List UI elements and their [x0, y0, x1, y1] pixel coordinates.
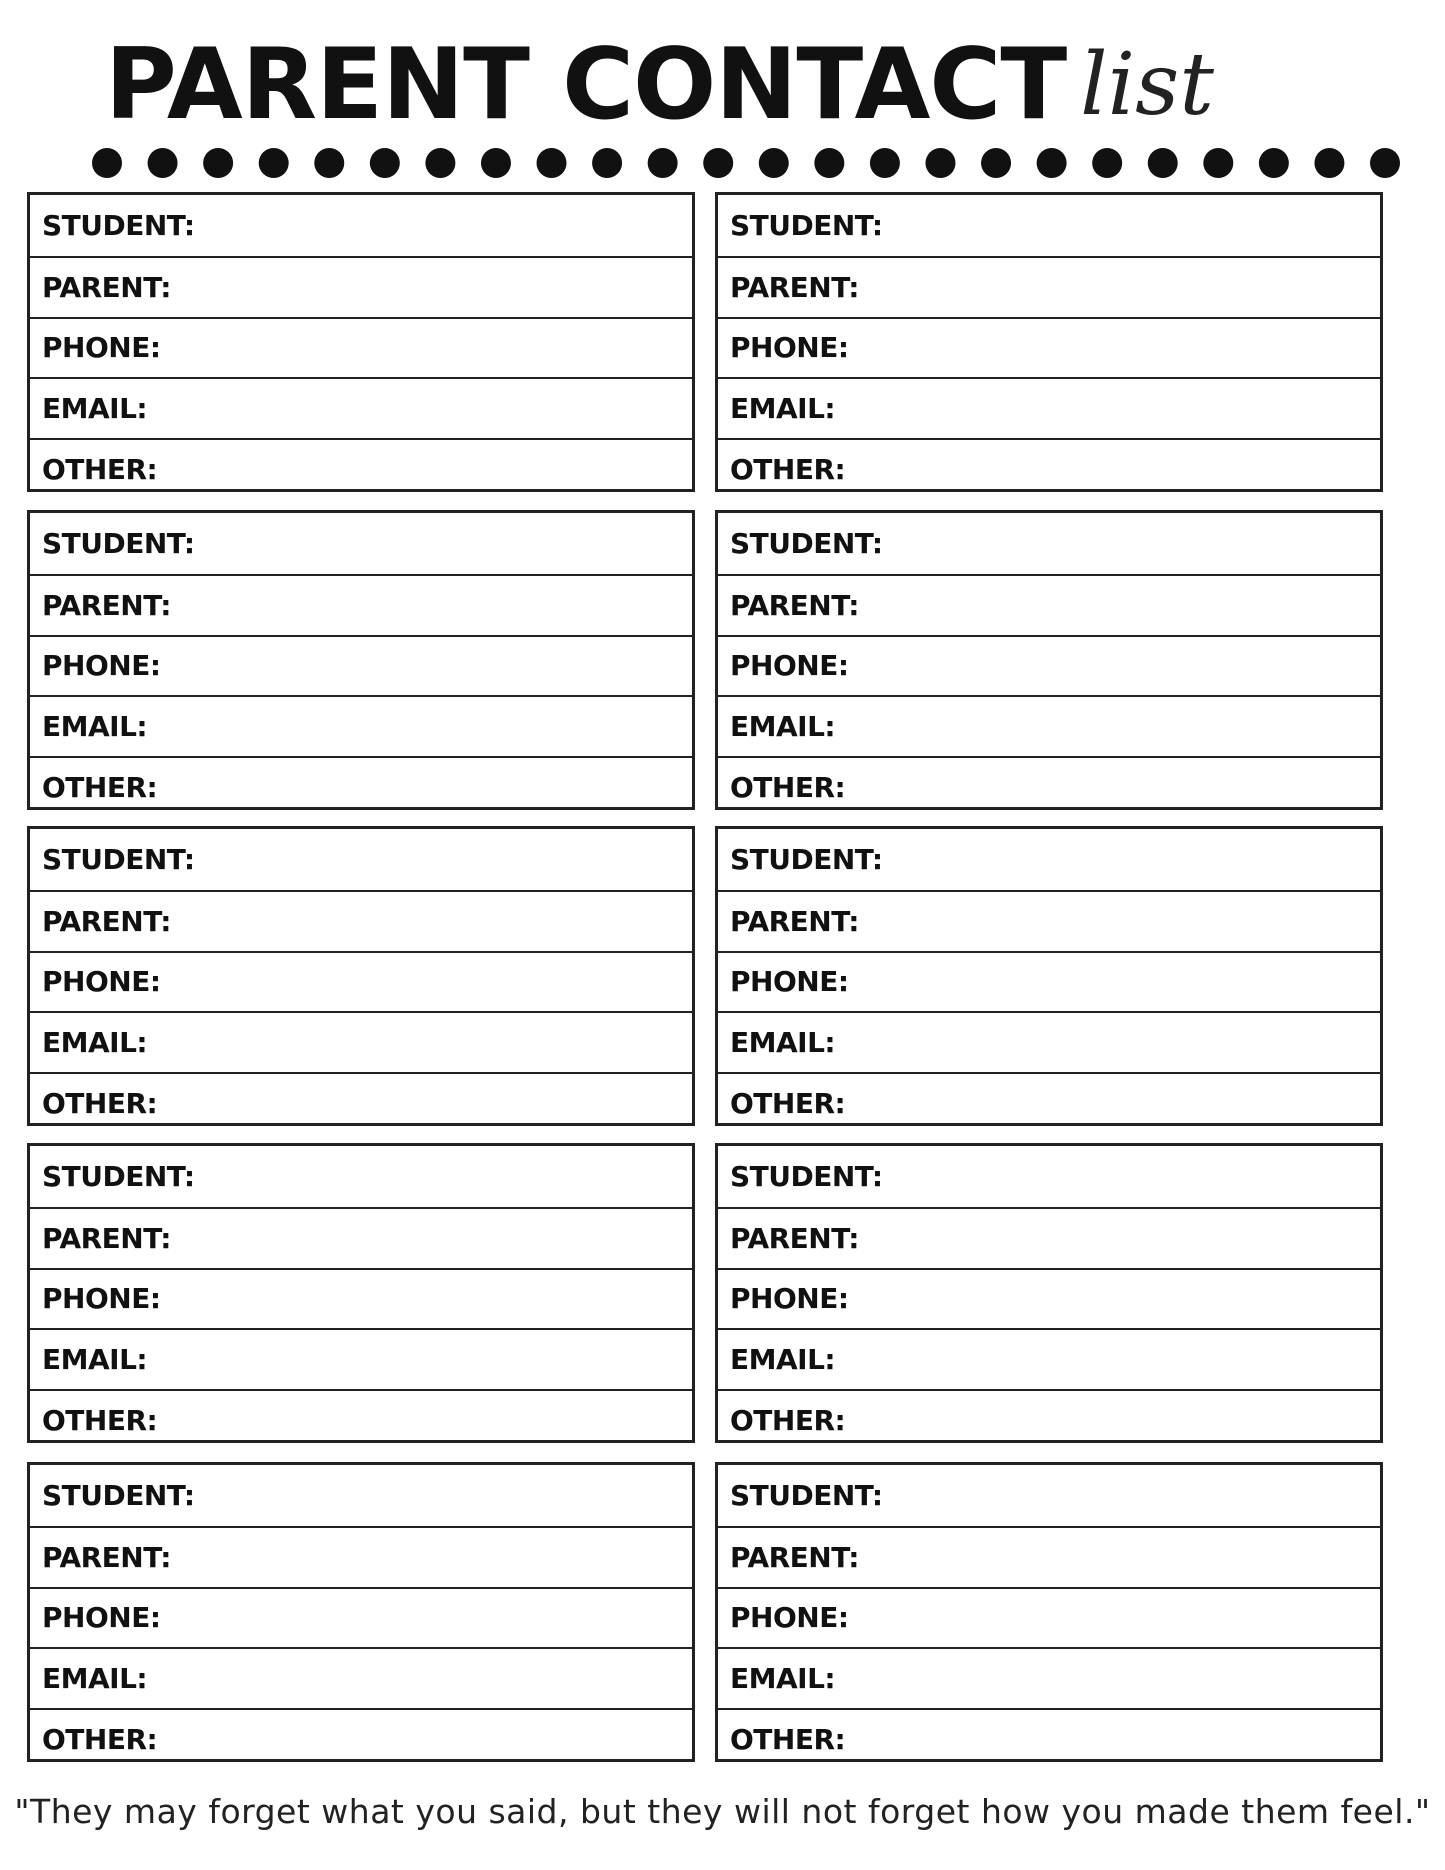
phone-field[interactable]: [30, 635, 692, 696]
field-label: EMAIL:: [730, 1026, 836, 1060]
field-label: PARENT:: [42, 904, 172, 938]
contact-card: [27, 510, 695, 810]
contact-card: [27, 826, 695, 1126]
field-label: PHONE:: [730, 965, 849, 999]
other-field[interactable]: [718, 1072, 1380, 1133]
parent-field[interactable]: [718, 890, 1380, 951]
divider-dot: [92, 148, 122, 178]
field-label: PARENT:: [42, 588, 172, 622]
divider-dot: [925, 148, 955, 178]
field-label: EMAIL:: [42, 1026, 148, 1060]
email-field[interactable]: [30, 1011, 692, 1072]
field-label: PARENT:: [42, 1540, 172, 1574]
contact-card: [715, 192, 1383, 492]
contact-card: [715, 1143, 1383, 1443]
phone-field[interactable]: [718, 1587, 1380, 1648]
field-label: OTHER:: [730, 1723, 846, 1757]
parent-field[interactable]: [30, 574, 692, 635]
field-label: STUDENT:: [42, 842, 195, 876]
dot-divider: [92, 146, 1400, 180]
other-field[interactable]: [30, 1389, 692, 1450]
field-label: PHONE:: [730, 649, 849, 683]
field-label: OTHER:: [42, 1723, 158, 1757]
divider-dot: [1370, 148, 1400, 178]
field-label: STUDENT:: [42, 1478, 195, 1512]
contact-card: [715, 1462, 1383, 1762]
email-field[interactable]: [30, 1647, 692, 1708]
divider-dot: [759, 148, 789, 178]
divider-dot: [481, 148, 511, 178]
contact-card: [27, 192, 695, 492]
field-label: OTHER:: [730, 771, 846, 805]
divider-dot: [1148, 148, 1178, 178]
field-label: PHONE:: [730, 1282, 849, 1316]
field-label: STUDENT:: [42, 526, 195, 560]
field-label: PHONE:: [42, 965, 161, 999]
student-field[interactable]: [718, 1465, 1380, 1526]
divider-dot: [537, 148, 567, 178]
field-label: EMAIL:: [730, 1662, 836, 1696]
field-label: PARENT:: [730, 904, 860, 938]
other-field[interactable]: [718, 1389, 1380, 1450]
student-field[interactable]: [30, 195, 692, 256]
divider-dot: [259, 148, 289, 178]
divider-dot: [203, 148, 233, 178]
field-label: OTHER:: [730, 1404, 846, 1438]
divider-dot: [592, 148, 622, 178]
field-label: EMAIL:: [730, 710, 836, 744]
footer-quote: "They may forget what you said, but they will not forget how you made them feel.": [14, 1792, 1431, 1831]
parent-field[interactable]: [30, 256, 692, 317]
student-field[interactable]: [30, 1146, 692, 1207]
field-label: PHONE:: [42, 649, 161, 683]
field-label: STUDENT:: [42, 208, 195, 242]
phone-field[interactable]: [718, 317, 1380, 378]
phone-field[interactable]: [30, 951, 692, 1012]
field-label: PARENT:: [730, 1221, 860, 1255]
phone-field[interactable]: [718, 635, 1380, 696]
field-label: OTHER:: [42, 453, 158, 487]
divider-dot: [870, 148, 900, 178]
phone-field[interactable]: [30, 317, 692, 378]
email-field[interactable]: [30, 695, 692, 756]
email-field[interactable]: [718, 377, 1380, 438]
divider-dot: [425, 148, 455, 178]
field-label: EMAIL:: [42, 1343, 148, 1377]
contact-card: [27, 1143, 695, 1443]
email-field[interactable]: [718, 1011, 1380, 1072]
page-header: [105, 30, 1214, 140]
contact-card: [715, 510, 1383, 810]
field-label: PARENT:: [730, 588, 860, 622]
field-label: PARENT:: [42, 270, 172, 304]
divider-dot: [703, 148, 733, 178]
field-label: OTHER:: [42, 1087, 158, 1121]
field-label: EMAIL:: [42, 710, 148, 744]
email-field[interactable]: [718, 1328, 1380, 1389]
divider-dot: [1314, 148, 1344, 178]
divider-dot: [148, 148, 178, 178]
phone-field[interactable]: [30, 1587, 692, 1648]
divider-dot: [1037, 148, 1067, 178]
field-label: OTHER:: [730, 453, 846, 487]
field-label: OTHER:: [42, 771, 158, 805]
field-label: PHONE:: [42, 331, 161, 365]
field-label: OTHER:: [730, 1087, 846, 1121]
dot-divider-graphic: [92, 146, 1400, 180]
divider-dot: [1092, 148, 1122, 178]
divider-dot: [1259, 148, 1289, 178]
other-field[interactable]: [30, 1072, 692, 1133]
email-field[interactable]: [718, 1647, 1380, 1708]
student-field[interactable]: [30, 829, 692, 890]
field-label: PHONE:: [730, 331, 849, 365]
field-label: OTHER:: [42, 1404, 158, 1438]
divider-dot: [1203, 148, 1233, 178]
phone-field[interactable]: [718, 1268, 1380, 1329]
email-field[interactable]: [30, 1328, 692, 1389]
field-label: STUDENT:: [730, 842, 883, 876]
parent-field[interactable]: [718, 1526, 1380, 1587]
student-field[interactable]: [30, 1465, 692, 1526]
parent-field[interactable]: [718, 256, 1380, 317]
field-label: PARENT:: [730, 270, 860, 304]
email-field[interactable]: [30, 377, 692, 438]
other-field[interactable]: [718, 438, 1380, 499]
field-label: EMAIL:: [730, 392, 836, 426]
other-field[interactable]: [30, 438, 692, 499]
field-label: PHONE:: [42, 1282, 161, 1316]
page-title: PARENT CONTACT: [105, 28, 1067, 142]
divider-dot: [814, 148, 844, 178]
phone-field[interactable]: [718, 951, 1380, 1012]
divider-dot: [370, 148, 400, 178]
parent-field[interactable]: [30, 1526, 692, 1587]
phone-field[interactable]: [30, 1268, 692, 1329]
field-label: PHONE:: [730, 1601, 849, 1635]
parent-field[interactable]: [30, 890, 692, 951]
field-label: PARENT:: [42, 1221, 172, 1255]
contact-card: [715, 826, 1383, 1126]
student-field[interactable]: [718, 1146, 1380, 1207]
divider-dot: [981, 148, 1011, 178]
divider-dot: [648, 148, 678, 178]
field-label: PARENT:: [730, 1540, 860, 1574]
student-field[interactable]: [718, 513, 1380, 574]
field-label: STUDENT:: [42, 1159, 195, 1193]
parent-field[interactable]: [30, 1207, 692, 1268]
other-field[interactable]: [30, 1708, 692, 1769]
email-field[interactable]: [718, 695, 1380, 756]
field-label: PHONE:: [42, 1601, 161, 1635]
field-label: STUDENT:: [730, 526, 883, 560]
field-label: STUDENT:: [730, 1159, 883, 1193]
field-label: EMAIL:: [42, 392, 148, 426]
other-field[interactable]: [718, 756, 1380, 817]
divider-dot: [314, 148, 344, 178]
other-field[interactable]: [30, 756, 692, 817]
parent-field[interactable]: [718, 1207, 1380, 1268]
page-title-script: list: [1080, 35, 1214, 135]
contact-card: [27, 1462, 695, 1762]
parent-field[interactable]: [718, 574, 1380, 635]
field-label: STUDENT:: [730, 1478, 883, 1512]
field-label: STUDENT:: [730, 208, 883, 242]
field-label: EMAIL:: [730, 1343, 836, 1377]
student-field[interactable]: [30, 513, 692, 574]
field-label: EMAIL:: [42, 1662, 148, 1696]
student-field[interactable]: [718, 829, 1380, 890]
student-field[interactable]: [718, 195, 1380, 256]
other-field[interactable]: [718, 1708, 1380, 1769]
